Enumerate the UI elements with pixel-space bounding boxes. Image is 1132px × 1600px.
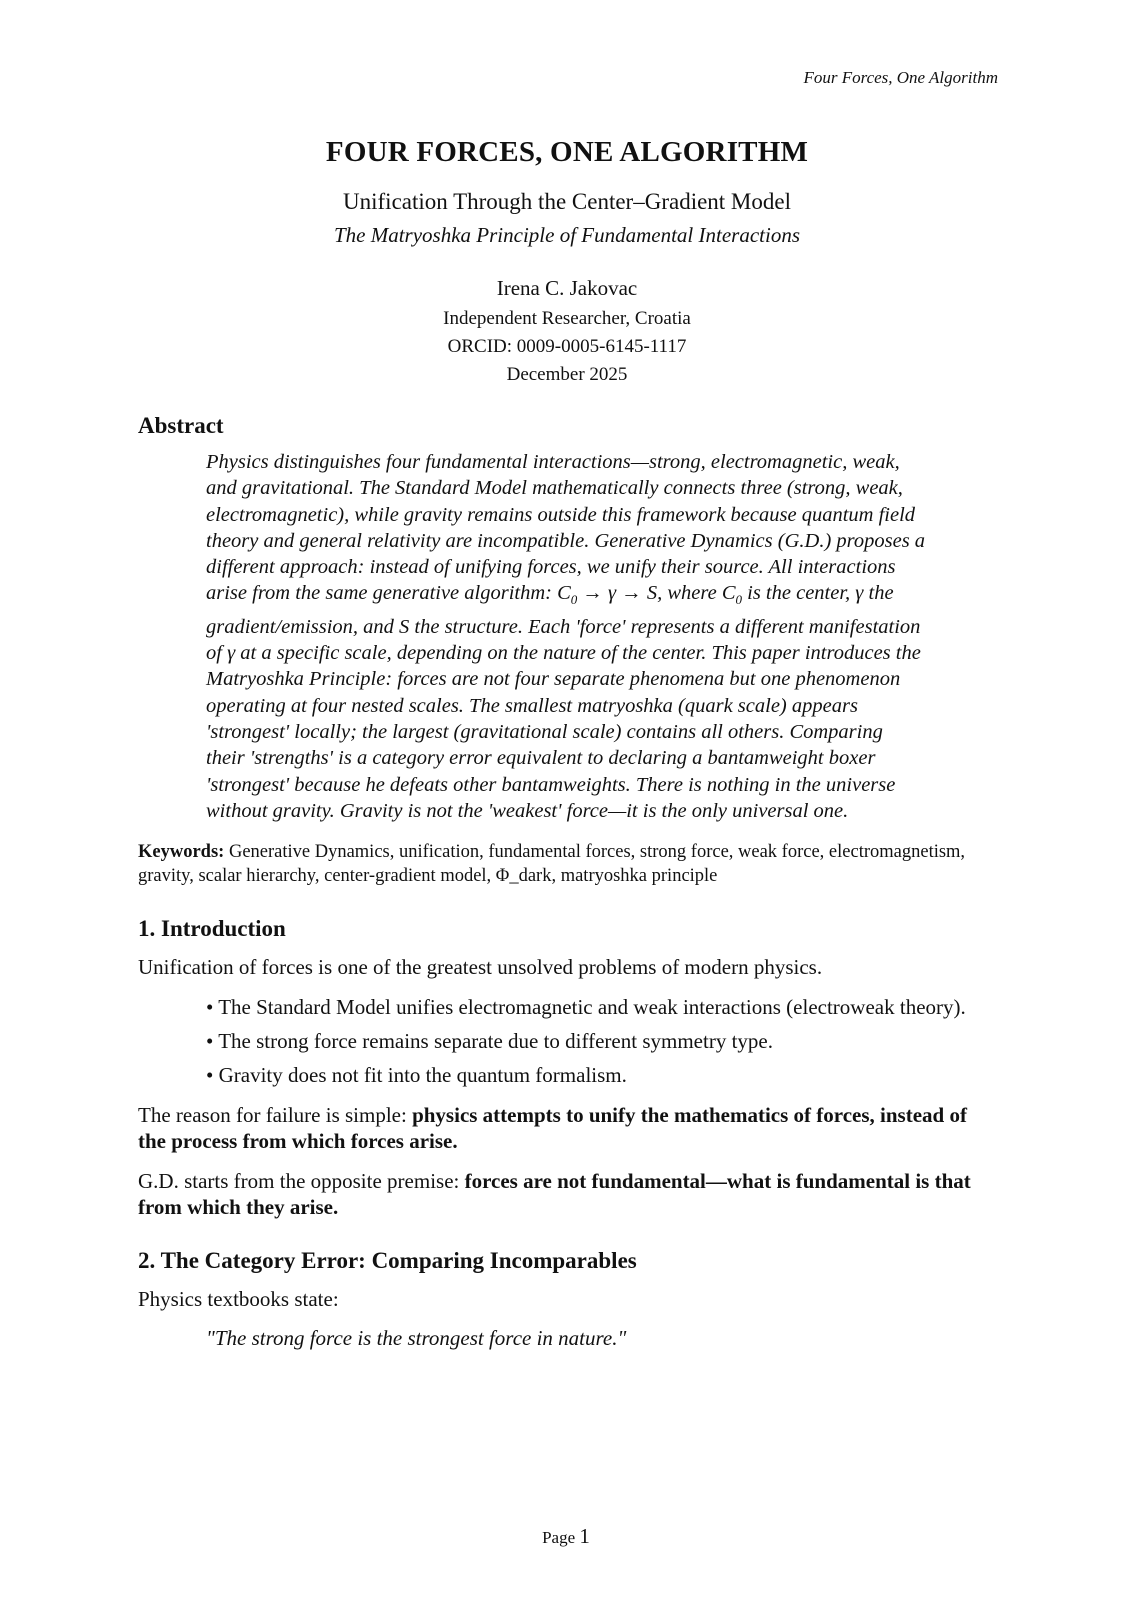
paragraph-text: The reason for failure is simple: — [138, 1103, 413, 1128]
section-2-intro: Physics textbooks state: — [138, 1287, 339, 1312]
paper-subtitle: Unification Through the Center–Gradient Model — [343, 189, 791, 214]
abstract-text — [206, 449, 926, 824]
list-item: • Gravity does not fit into the quantum formalism. — [206, 1063, 627, 1088]
section-1-paragraph-2 — [138, 1102, 996, 1154]
paper-title: FOUR FORCES, ONE ALGORITHM — [325, 136, 809, 168]
list-item: • The strong force remains separate due to different symmetry type. — [206, 1029, 773, 1054]
page-number-value: 1 — [579, 1524, 590, 1548]
publication-date: December 2025 — [506, 364, 628, 385]
section-1-intro: Unification of forces is one of the greatest unsolved problems of modern physics. — [138, 955, 823, 980]
section-1-paragraph-3 — [138, 1168, 996, 1220]
paragraph-bold-text: physics attempts to unify the mathematics of forces, instead of the process from which forces arise. — [138, 1103, 967, 1154]
subscript-zero: 0 — [735, 592, 742, 608]
abstract-heading: Abstract — [138, 413, 224, 438]
section-2-heading: 2. The Category Error: Comparing Incomparables — [138, 1248, 637, 1274]
abstract-part-2: → γ → S, where C — [577, 582, 736, 605]
subscript-zero: 0 — [570, 592, 578, 608]
keywords-text: Generative Dynamics, unification, fundamental forces, strong force, weak force, electromagnetism, gravity, scalar hierarchy, center-gradient model, Φ_dark, matryoshka principle — [138, 842, 966, 887]
list-item: • The Standard Model unifies electromagnetic and weak interactions (electroweak theory). — [206, 995, 966, 1020]
author-affiliation: Independent Researcher, Croatia — [443, 308, 691, 329]
paper-subtitle-italic: The Matryoshka Principle of Fundamental Interactions — [333, 223, 800, 247]
abstract-part-1: Physics distinguishes four fundamental interactions—strong, electromagnetic, weak, and gravitational. The Standard Model mathematically connects three (strong, weak, electromagnetic), while gravity remains outside this framework because quantum field theory and general relativity are incompatible. Generative Dynamics (G.D.) proposes a different approach: instead of unifying forces, we unify their source. All interactions arise from the same generative algorithm: C — [206, 451, 926, 605]
author-orcid: ORCID: 0009-0005-6145-1117 — [447, 336, 687, 357]
keywords — [138, 840, 996, 888]
running-head: Four Forces, One Algorithm — [803, 68, 998, 87]
section-1-bullet-list — [206, 994, 996, 1088]
page-number — [0, 1524, 1132, 1549]
keywords-label: Keywords: — [138, 842, 225, 863]
abstract-part-3: is the center, γ the gradient/emission, and S the structure. Each 'force' represents a different manifestation of γ at a specific scale, depending on the nature of the center. This paper introduces the Matryoshka Principle: forces are not four separate phenomena but one phenomenon operating at four nested scales. The smallest matryoshka (quark scale) appears 'strongest' locally; the largest (gravitational scale) contains all others. Comparing their 'strengths' is a category error equivalent to declaring a bantamweight boxer 'strongest' because he defeats other bantamweights. There is nothing in the universe without gravity. Gravity is not the 'weakest' force—it is the only universal one. — [206, 582, 921, 822]
page-content — [138, 136, 996, 1351]
section-1-heading: 1. Introduction — [138, 916, 286, 942]
author-name: Irena C. Jakovac — [496, 276, 638, 300]
page-label: Page — [542, 1528, 580, 1547]
paragraph-text: G.D. starts from the opposite premise: — [138, 1169, 465, 1194]
paragraph-bold-text: forces are not fundamental—what is fundamental is that from which they arise. — [138, 1169, 971, 1220]
section-2-quote: "The strong force is the strongest force in nature." — [206, 1326, 627, 1351]
